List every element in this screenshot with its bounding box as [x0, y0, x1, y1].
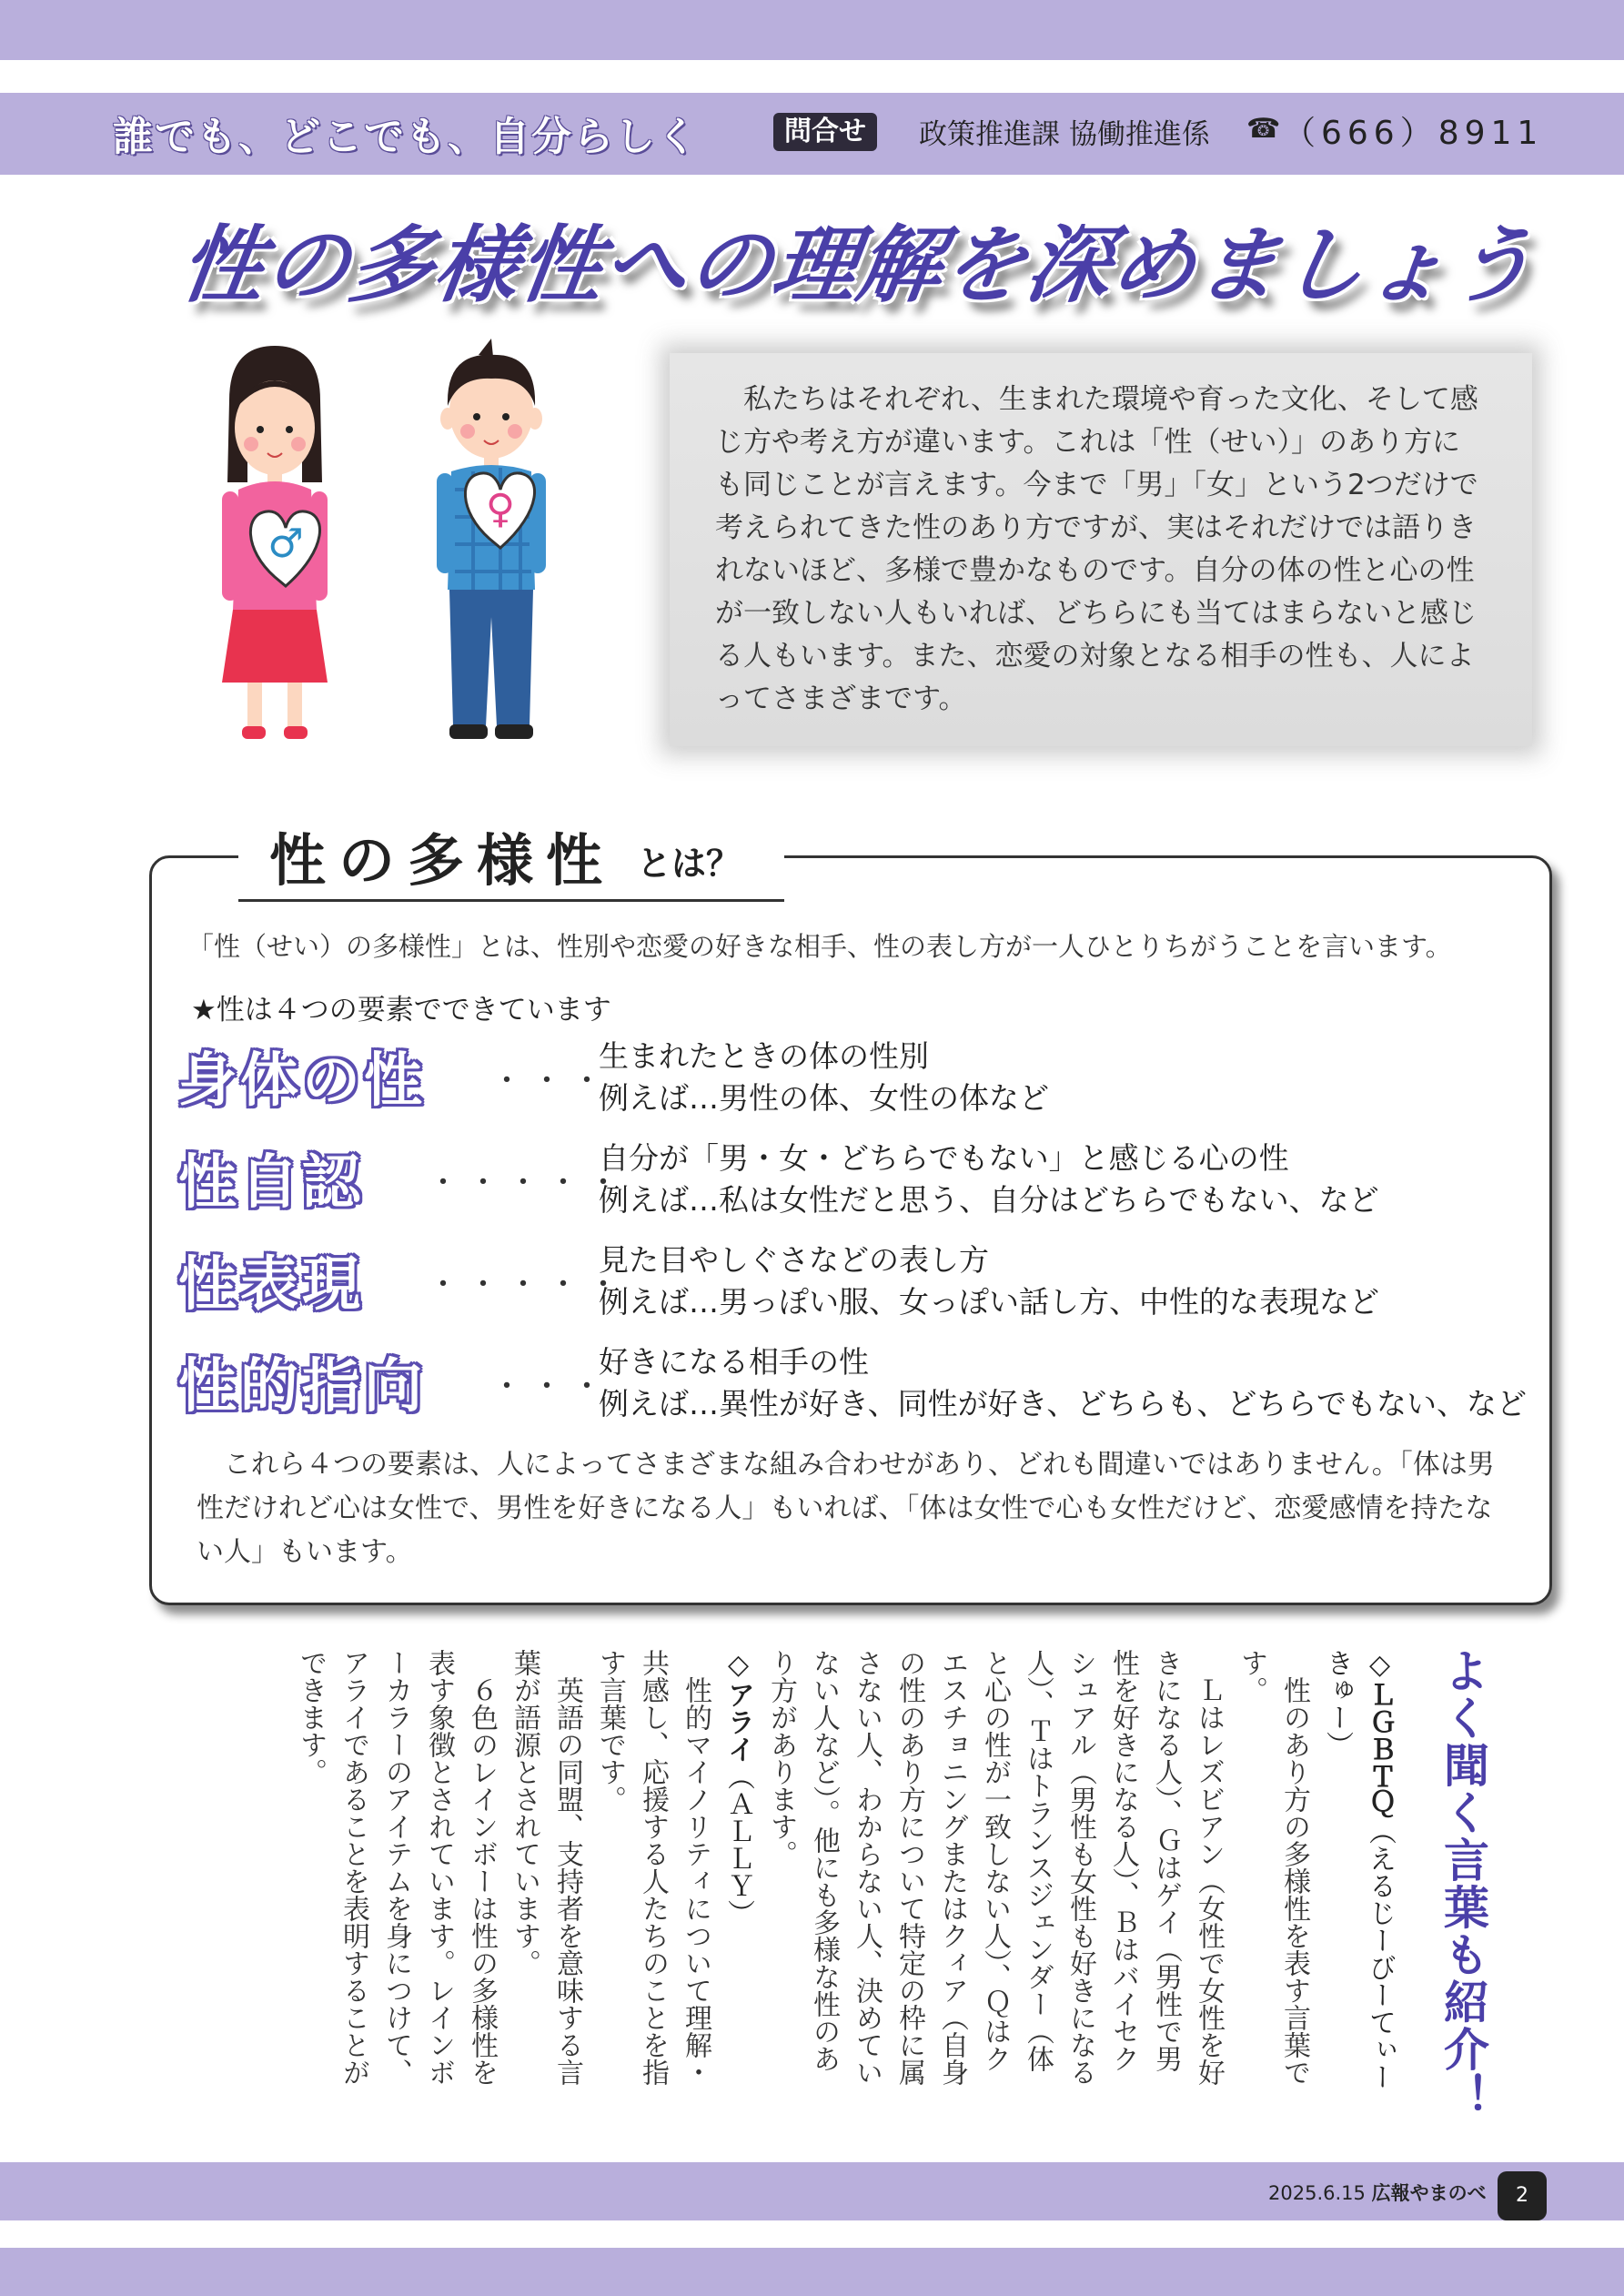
terms-heading: よく聞く言葉も紹介！ — [1437, 1647, 1489, 2120]
ally-etymology: 英語の同盟、支持者を意味する言葉が語源とされています。 — [509, 1649, 583, 2086]
lgbtq-heading — [1316, 1649, 1401, 2095]
panel-heading-suffix: とは？ — [637, 844, 741, 884]
element-dots: ・・・ — [491, 1369, 611, 1405]
header-slogan: 誰でも、どこでも、自分らしく — [113, 114, 699, 160]
element-dots: ・・・・・ — [428, 1267, 628, 1303]
element-example-line: 例えば…男っぽい服、女っぽい話し方、中性的な表現など — [599, 1284, 1379, 1320]
element-description — [599, 1239, 1379, 1323]
lgbtq-breakdown: Ｌはレズビアン（女性で女性を好きになる人）、Ｇはゲイ（男性で男性を好きになる人）、Ｂはバイセクシュアル（男性も女性も好きになる人）、Ｔはトランスジェンダー（体と心の性が一致しない人）、Ｑはクエスチョニングまたはクィア（自身の性のあり方について特定の枠に属さない人、わからない人、決めていない人など）。他にも多様な性のあり方があります。 — [765, 1649, 1225, 2086]
terms-body — [246, 1649, 1401, 2095]
element-term-body-sex: 身体の性 — [178, 1047, 426, 1115]
ally-description: 性的マイノリティについて理解・共感し、応援する人たちのことを指す言葉です。 — [594, 1649, 711, 2086]
element-term-gender-identity: 性自認 — [178, 1149, 364, 1217]
element-term-sexual-orientation: 性的指向 — [178, 1353, 426, 1421]
element-example-line: 例えば…私は女性だと思う、自分はどちらでもない、など — [599, 1182, 1379, 1218]
ally-term: ◇アライ — [722, 1649, 754, 1763]
elements-intro: ★性は４つの要素でできています — [191, 994, 611, 1027]
element-term-gender-expression: 性表現 — [178, 1251, 364, 1319]
lgbtq-term: ◇ＬＧＢＴＱ — [1364, 1649, 1396, 1817]
female-symbol-icon: ♀ — [485, 486, 516, 532]
element-example-line: 例えば…異性が好き、同性が好き、どちらも、どちらでもない、など — [599, 1386, 1528, 1421]
lgbtq-reading: （えるじーびーてぃーきゅー） — [1321, 1649, 1396, 2090]
element-description-line: 見た目やしぐさなどの表し方 — [599, 1242, 989, 1278]
page-number: 2 — [1498, 2171, 1547, 2220]
bottom-band — [0, 2248, 1624, 2296]
intro-box — [670, 353, 1532, 746]
intro-text: 私たちはそれぞれ、生まれた環境や育った文化、そして感じ方や考え方が違います。これは「性（せい）」のあり方にも同じことが言えます。今まで「男」「女」という2つだけで考えられてきた性のあり方ですが、実はそれだけでは語りきれないほど、多様で豊かなものです。自分の体の性と心の性が一致しない人もいれば、どちらにも当てはまらないと感じる人もいます。また、恋愛の対象となる相手の性も、人によってさまざまです。 — [715, 383, 1478, 715]
footer-issue — [1268, 2179, 1487, 2206]
publication-name: 広報やまのべ — [1371, 2182, 1487, 2204]
contact-department: 政策推進課 協働推進係 — [919, 118, 1210, 151]
element-dots: ・・・ — [491, 1063, 611, 1099]
diversity-conclusion: これら４つの要素は、人によってさまざまな組み合わせがあり、どれも間違いではありません。「体は男性だけれど心は女性で、男性を好きになる人」もいれば、「体は女性で心も女性だけど、恋愛感情を持たない人」もいます。 — [197, 1449, 1495, 1568]
girl-illustration — [202, 346, 348, 746]
element-description-line: 好きになる相手の性 — [599, 1344, 869, 1380]
element-description-line: 自分が「男・女・どちらでもない」と感じる心の性 — [599, 1140, 1289, 1176]
boy-illustration — [419, 335, 564, 744]
issue-date: 2025.6.15 — [1268, 2182, 1366, 2204]
male-symbol-icon: ♂ — [267, 521, 304, 567]
element-description — [599, 1138, 1379, 1221]
panel-heading-underline — [238, 899, 784, 902]
rainbow-description: ６色のレインボーは性の多様性を表す象徴とされています。レインボーカラーのアイテムを身につけて、アライであることを表明することができます。 — [295, 1649, 498, 2086]
top-band — [0, 0, 1624, 60]
contact-label-badge: 問合せ — [773, 113, 877, 151]
panel-heading: 性の多様性 — [269, 827, 616, 894]
element-example-line: 例えば…男性の体、女性の体など — [599, 1080, 1049, 1116]
lgbtq-description: 性のあり方の多様性を表す言葉です。 — [1236, 1649, 1310, 2086]
page-title: 性の多様性への理解を深めましょう — [174, 217, 1542, 314]
element-description — [599, 1036, 1049, 1119]
element-dots: ・・・・・ — [428, 1165, 628, 1201]
diversity-definition: 「性（せい）の多様性」とは、性別や恋愛の好きな相手、性の表し方が一人ひとりちがうことを言います。 — [187, 931, 1452, 962]
contact-phone: （666）8911 — [1283, 115, 1544, 152]
phone-icon: ☎ — [1246, 113, 1281, 145]
ally-heading — [717, 1649, 760, 2095]
element-description — [599, 1341, 1527, 1425]
element-description-line: 生まれたときの体の性別 — [599, 1038, 929, 1074]
ally-reading: （ＡＬＬＹ） — [722, 1763, 754, 1927]
